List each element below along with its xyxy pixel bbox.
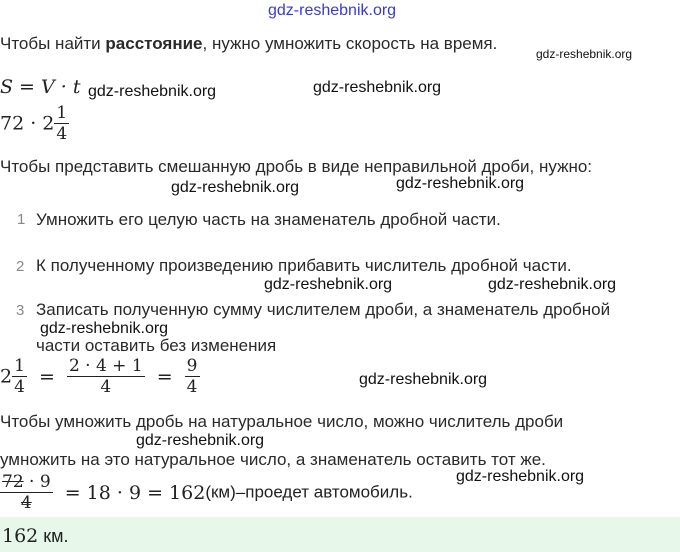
watermark: gdz-reshebnik.org [536,47,633,61]
intro-text: Чтобы найти расстояние, нужно умножить скорость на время. [0,34,498,53]
watermark: gdz-reshebnik.org [359,371,488,388]
watermark: gdz-reshebnik.org [264,276,393,293]
watermark-top: gdz-reshebnik.org [268,2,397,19]
answer-text: 162 км. [2,525,69,547]
step-number: 3 [16,302,25,319]
intro-bold: расстояние [105,34,203,53]
answer-box [0,517,680,552]
watermark: gdz-reshebnik.org [488,276,617,293]
final-expression: $\frac{72 \cdot 9}{4}$ = 18 · 9 = 162(км)–проедет автомобиль. [2,472,413,513]
step-number: 2 [16,258,25,275]
watermark: gdz-reshebnik.org [136,432,265,449]
watermark: gdz-reshebnik.org [40,320,169,337]
watermark: gdz-reshebnik.org [396,175,525,192]
step-text: Записать полученную сумму числителем дроби, а знаменатель дробной [36,300,611,319]
formula-distance: S = V · t [0,76,81,98]
step-number: 1 [17,211,26,228]
multiply-rule-line1: Чтобы умножить дробь на натуральное число, можно числитель дроби [0,412,564,431]
watermark: gdz-reshebnik.org [88,83,217,100]
mixed-conversion: 2 $\frac{1}{4}$ = $\frac{2 \cdot 4 + 1}{4}$ = $\frac{9}{4}$ [0,356,198,397]
mixed-fraction-intro: Чтобы представить смешанную дробь в виде неправильной дроби, нужно: [0,157,593,176]
expression-72-mixed: 72 · 2 $\frac{1}{4}$ [0,103,68,144]
multiply-rule-line2: умножить на это натуральное число, а знаменатель оставить тот же. [0,450,546,469]
step-text: К полученному произведению прибавить числитель дробной части. [36,256,572,275]
watermark: gdz-reshebnik.org [171,179,300,196]
step-text-continued: части оставить без изменения [36,336,277,355]
step-text: Умножить его целую часть на знаменатель дробной части. [36,210,501,229]
watermark: gdz-reshebnik.org [313,79,442,96]
watermark: gdz-reshebnik.org [456,468,585,485]
